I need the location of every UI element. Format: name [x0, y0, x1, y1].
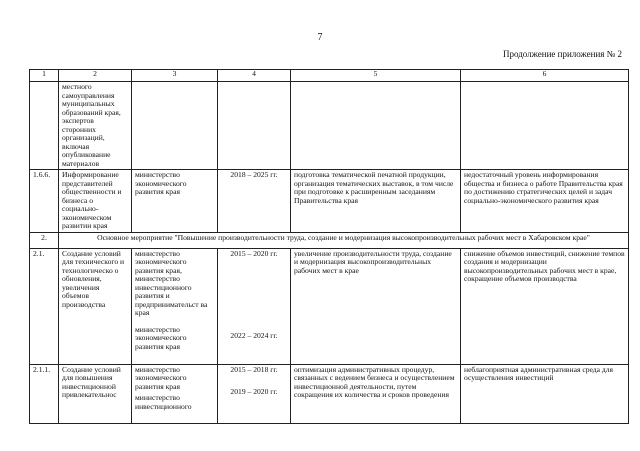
cell-result: оптимизация административных процедур, связанных с ведением бизнеса и осуществлением инвестиционной деятельности, путем сокращения их количества и сроков проведения: [291, 364, 461, 423]
executor-secondary: министерство экономического развития края: [135, 324, 187, 351]
cell-executor: министерство экономического развития края: [132, 170, 218, 233]
executor-primary: министерство экономического развития края: [135, 364, 187, 391]
cell-measure: Создание условий для повышения инвестиционной привлекательнос: [59, 364, 132, 423]
cell-measure: Информирование представителей общественности и бизнеса о социально-экономическом развитии края: [59, 170, 132, 233]
column-header: 4: [218, 70, 291, 82]
cell-period: [218, 82, 291, 170]
period-secondary: 2022 – 2024 гг.: [230, 331, 278, 340]
cell-consequence: неблагоприятная административная среда для осуществления инвестиций: [461, 364, 629, 423]
cell-period: [218, 364, 291, 423]
column-header: 3: [132, 70, 218, 82]
cell-result: подготовка тематической печатной продукции, организация тематических выставок, в том числе при подготовке к расширенным заседаниям Правительства края: [291, 170, 461, 233]
cell-result: [291, 82, 461, 170]
cell-executor: [132, 364, 218, 423]
table-row: [30, 364, 629, 423]
cell-result: увеличение производительности труда, создание и модернизация высокопроизводительных рабочих мест в крае: [291, 248, 461, 364]
section-number: 2.: [30, 232, 59, 248]
page-number: 7: [317, 32, 323, 43]
section-title: Основное мероприятие "Повышение производительности труда, создание и модернизация высокопроизводительных рабочих мест в Хабаровском крае": [59, 232, 629, 248]
period-primary: 2015 – 2020 гг.: [230, 248, 278, 258]
cell-measure: Создание условий для технического и технологическо о обновления, увеличения объемов производства: [59, 248, 132, 364]
column-header: 1: [30, 70, 59, 82]
cell-number: [30, 82, 59, 170]
table-row: [30, 82, 629, 170]
section-row: [30, 232, 629, 248]
table-header-row: [30, 70, 629, 82]
cell-measure: местного самоуправления муниципальных образований края, экспертов сторонних организаций, включая опубликование материалов: [59, 82, 132, 170]
cell-executor: [132, 82, 218, 170]
measures-table: [29, 69, 629, 424]
cell-period: [218, 248, 291, 364]
executor-primary: министерство экономического развития края, министерство инвестиционного развития и предпринимательст ва края: [135, 248, 208, 317]
table-row: [30, 170, 629, 233]
cell-number: 1.6.6.: [30, 170, 59, 233]
period-secondary: 2019 – 2020 гг.: [230, 387, 278, 396]
column-header: 5: [291, 70, 461, 82]
column-header: 2: [59, 70, 132, 82]
cell-number: 2.1.1.: [30, 364, 59, 423]
cell-consequence: снижение объемов инвестиций, снижение темпов создания и модернизации высокопроизводительных рабочих мест в крае, сокращение объемов производства: [461, 248, 629, 364]
period-primary: 2015 – 2018 гг.: [230, 364, 278, 374]
appendix-continuation-label: Продолжение приложения № 2: [502, 49, 622, 59]
cell-consequence: [461, 82, 629, 170]
executor-secondary: министерство инвестиционного: [135, 393, 192, 411]
cell-period: 2018 – 2025 гг.: [218, 170, 291, 233]
column-header: 6: [461, 70, 629, 82]
cell-executor: [132, 248, 218, 364]
cell-number: 2.1.: [30, 248, 59, 364]
table-row: [30, 248, 629, 364]
cell-consequence: недостаточный уровень информирования общества и бизнеса о работе Правительства края по достижению стратегических целей и задач социально-экономического развития края: [461, 170, 629, 233]
